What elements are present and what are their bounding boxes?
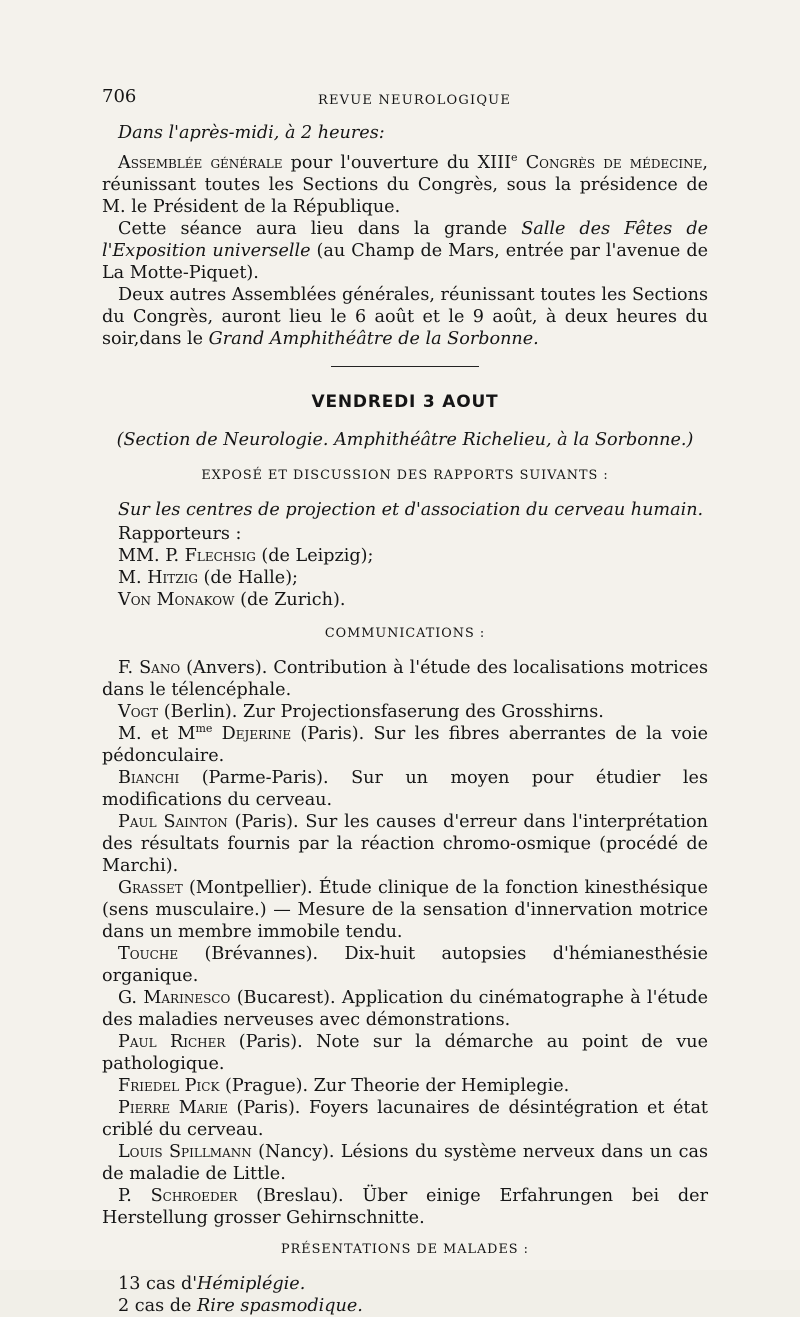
day-title: VENDREDI 3 AOUT: [311, 392, 499, 412]
communication-title: (Paris). Foyers lacunaires de désintégration et état criblé du cerveau.: [102, 1098, 709, 1140]
communication-item: [102, 657, 708, 701]
communication-author: Friedel Pick: [118, 1076, 220, 1096]
communications-list: [102, 657, 708, 1229]
communication-title: (Paris). Note sur la démarche au point de vue pathologique.: [102, 1032, 709, 1074]
communication-prefix: G.: [118, 988, 144, 1008]
communication-title: (Nancy). Lésions du système nerveux dans un cas de maladie de Little.: [102, 1142, 708, 1184]
seance-venue: Salle des Fêtes de l'Exposition universelle: [102, 219, 708, 261]
report-topic: Sur les centres de projection et d'association du cerveau humain.: [118, 500, 704, 520]
rapporteur-name: Flechsig: [184, 546, 256, 566]
presentation-title: Rire spasmodique.: [197, 1296, 363, 1316]
communication-title: (Bucarest). Application du cinématographe à l'étude des maladies nerveuses avec démonstrations.: [102, 988, 708, 1030]
communication-prefix-sup: me: [195, 722, 213, 736]
other-venue: Grand Amphithéâtre de la Sorbonne.: [208, 329, 539, 349]
communication-item: [102, 1141, 708, 1185]
communication-item: [102, 723, 708, 767]
communication-author: Paul Sainton: [118, 812, 228, 832]
communication-title: (Paris). Sur les fibres aberrantes de la voie pédonculaire.: [102, 724, 708, 766]
session-location: (Section de Neurologie. Amphithéâtre Richelieu, à la Sorbonne.): [116, 430, 694, 450]
communication-item: [102, 767, 708, 811]
communication-item: [102, 943, 708, 987]
other-start: Deux autres Assemblées générales, réunissant toutes les Sections du Congrès, auront lieu le 6 août et le 9 août, à deux heures du soir,dans le: [102, 285, 708, 349]
communication-prefix: M. et M: [118, 724, 196, 744]
presentations-heading: PRÉSENTATIONS DE MALADES :: [281, 1242, 529, 1257]
communication-title: (Breslau). Über einige Erfahrungen bei der Herstellung grosser Gehirnschnitte.: [102, 1186, 708, 1228]
running-title: REVUE NEUROLOGIQUE: [318, 93, 512, 108]
assembly-label: Assemblée générale: [118, 153, 283, 173]
assembly-end: , réunissant toutes les Sections du Congrès, sous la présidence de M. le Président de la République.: [102, 153, 709, 217]
communication-item: [102, 1185, 708, 1229]
rapporteurs-list: [102, 545, 708, 611]
rapporteur-line: [102, 589, 708, 611]
communication-item: [102, 877, 708, 943]
rapporteur-place: (de Halle);: [197, 568, 298, 588]
other-assemblies-paragraph: [102, 284, 708, 350]
page-header: [102, 86, 708, 112]
page-number: 706: [102, 86, 137, 107]
communication-title: (Parme-Paris). Sur un moyen pour étudier les modifications du cerveau.: [102, 768, 708, 810]
seance-end: (au Champ de Mars, entrée par l'avenue de La Motte-Piquet).: [102, 241, 708, 283]
presentations-list: [102, 1273, 708, 1317]
communication-prefix: P.: [118, 1186, 151, 1206]
congress-name: Congrès de médecine: [517, 153, 703, 173]
rapporteur-place: (de Leipzig);: [255, 546, 374, 566]
communication-title: (Berlin). Zur Projectionsfaserung des Grosshirns.: [158, 702, 604, 722]
communication-author: Pierre Marie: [118, 1098, 228, 1118]
communication-author: Dejerine: [221, 724, 292, 744]
assembly-superscript: e: [511, 151, 518, 165]
communication-author: Bianchi: [118, 768, 180, 788]
communication-author: Louis Spillmann: [118, 1142, 252, 1162]
assembly-paragraph: [102, 152, 708, 218]
communication-item: [102, 1031, 708, 1075]
communication-author: Sano: [139, 658, 181, 678]
reports-heading: EXPOSÉ ET DISCUSSION DES RAPPORTS SUIVANTS :: [201, 468, 609, 483]
rapporteur-line: [102, 545, 708, 567]
communication-author: Touche: [118, 944, 179, 964]
section-divider: [331, 366, 479, 367]
communication-item: [102, 701, 708, 723]
presentation-item: [102, 1295, 708, 1317]
presentation-item: [102, 1273, 708, 1295]
rapporteur-place: (de Zurich).: [234, 590, 346, 610]
communication-author: Schroeder: [150, 1186, 238, 1206]
communication-title: (Montpellier). Étude clinique de la fonction kinesthésique (sens musculaire.) — Mesure de la sensation d'innervation motrice dans un membre immobile tendu.: [102, 878, 708, 942]
rapporteur-prefix: M.: [118, 568, 148, 588]
communication-title: (Paris). Sur les causes d'erreur dans l'interprétation des résultats fournis par la réaction chromo-osmique (procédé de Marchi).: [102, 812, 708, 876]
communication-prefix-space: [212, 724, 221, 744]
communication-author: Vogt: [118, 702, 159, 722]
rapporteur-name: Von Monakow: [118, 590, 235, 610]
communication-item: [102, 987, 708, 1031]
presentation-count: 2 cas de: [118, 1296, 198, 1316]
rapporteurs-label: Rapporteurs :: [118, 524, 242, 544]
communications-heading: COMMUNICATIONS :: [324, 626, 486, 641]
seance-start: Cette séance aura lieu dans la grande: [118, 219, 522, 239]
rapporteur-prefix: MM. P.: [118, 546, 185, 566]
communication-item: [102, 811, 708, 877]
assembly-text: pour l'ouverture du XIII: [282, 153, 512, 173]
communication-item: [102, 1075, 708, 1097]
communication-author: Grasset: [118, 878, 183, 898]
seance-paragraph: [102, 218, 708, 284]
communication-author: Paul Richer: [118, 1032, 226, 1052]
communication-title: (Brévannes). Dix-huit autopsies d'hémianesthésie organique.: [102, 944, 708, 986]
rapporteur-line: [102, 567, 708, 589]
presentation-title: Hémiplégie.: [197, 1274, 306, 1294]
rapporteur-name: Hitzig: [147, 568, 198, 588]
communication-title: (Prague). Zur Theorie der Hemiplegie.: [219, 1076, 570, 1096]
communication-author: Marinesco: [143, 988, 231, 1008]
afternoon-heading: Dans l'après-midi, à 2 heures:: [118, 123, 385, 143]
communication-item: [102, 1097, 708, 1141]
presentation-count: 13 cas d': [118, 1274, 198, 1294]
communication-title: (Anvers). Contribution à l'étude des localisations motrices dans le télencéphale.: [102, 658, 708, 700]
communication-prefix: F.: [118, 658, 140, 678]
